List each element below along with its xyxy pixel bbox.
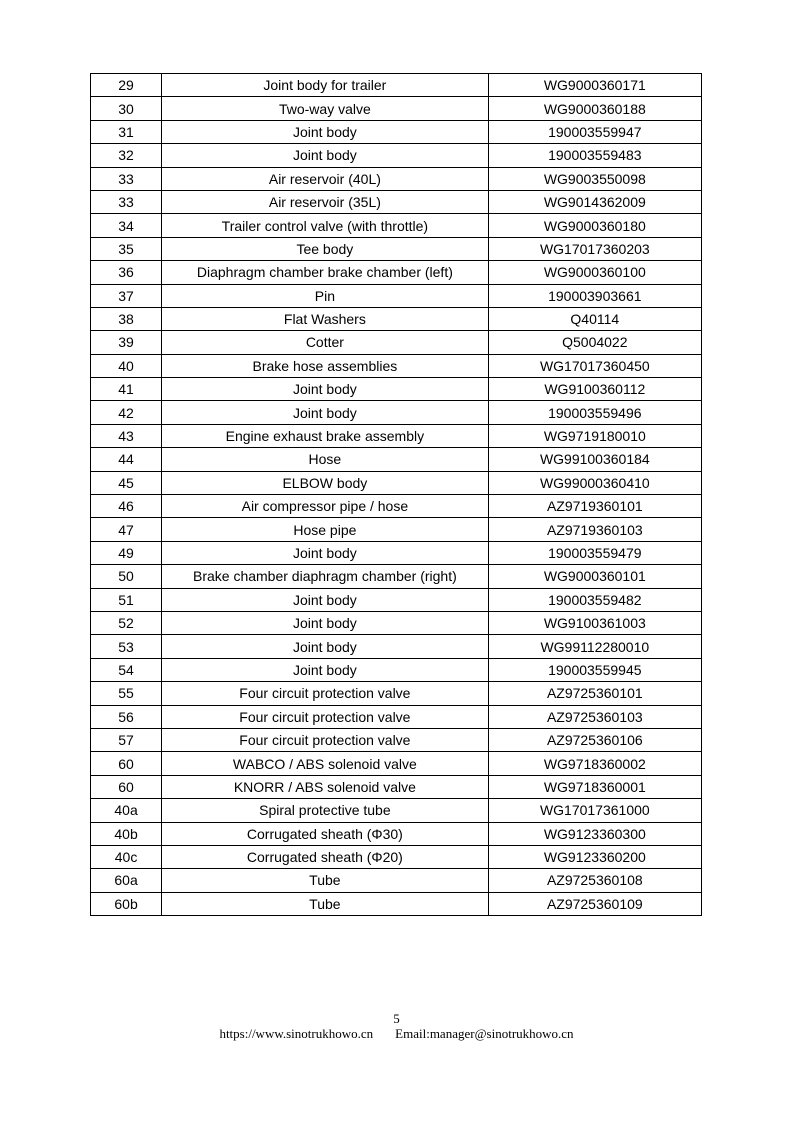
footer-email: Email:manager@sinotrukhowo.cn <box>395 1026 574 1041</box>
table-row <box>91 237 702 260</box>
table-row <box>91 565 702 588</box>
part-code-cell: Q40114 <box>488 307 701 330</box>
part-number-cell: 36 <box>91 261 162 284</box>
part-code-cell: WG9000360101 <box>488 565 701 588</box>
part-name-cell: Joint body <box>162 120 489 143</box>
part-name-cell: Tube <box>162 892 489 915</box>
part-number-cell: 40 <box>91 354 162 377</box>
part-number-cell: 53 <box>91 635 162 658</box>
table-row <box>91 799 702 822</box>
table-row <box>91 331 702 354</box>
part-number-cell: 42 <box>91 401 162 424</box>
part-code-cell: WG9123360300 <box>488 822 701 845</box>
parts-table-body <box>91 74 702 916</box>
part-number-cell: 46 <box>91 495 162 518</box>
table-row <box>91 635 702 658</box>
table-row <box>91 261 702 284</box>
part-code-cell: 190003559496 <box>488 401 701 424</box>
part-number-cell: 39 <box>91 331 162 354</box>
part-name-cell: Spiral protective tube <box>162 799 489 822</box>
table-row <box>91 752 702 775</box>
part-name-cell: Brake hose assemblies <box>162 354 489 377</box>
part-name-cell: Joint body <box>162 588 489 611</box>
part-code-cell: WG9014362009 <box>488 190 701 213</box>
table-row <box>91 541 702 564</box>
part-code-cell: WG99100360184 <box>488 448 701 471</box>
table-row <box>91 588 702 611</box>
part-number-cell: 38 <box>91 307 162 330</box>
table-row <box>91 892 702 915</box>
part-number-cell: 29 <box>91 74 162 97</box>
part-name-cell: Tube <box>162 869 489 892</box>
part-name-cell: Four circuit protection valve <box>162 705 489 728</box>
part-number-cell: 52 <box>91 611 162 634</box>
part-name-cell: Cotter <box>162 331 489 354</box>
part-name-cell: Trailer control valve (with throttle) <box>162 214 489 237</box>
part-number-cell: 35 <box>91 237 162 260</box>
part-name-cell: ELBOW body <box>162 471 489 494</box>
table-row <box>91 728 702 751</box>
part-number-cell: 43 <box>91 424 162 447</box>
table-row <box>91 448 702 471</box>
table-row <box>91 401 702 424</box>
part-number-cell: 30 <box>91 97 162 120</box>
part-name-cell: Corrugated sheath (Φ30) <box>162 822 489 845</box>
table-row <box>91 284 702 307</box>
part-code-cell: AZ9719360103 <box>488 518 701 541</box>
part-name-cell: Four circuit protection valve <box>162 682 489 705</box>
table-row <box>91 120 702 143</box>
part-code-cell: 190003559945 <box>488 658 701 681</box>
part-code-cell: WG9718360002 <box>488 752 701 775</box>
part-number-cell: 50 <box>91 565 162 588</box>
part-name-cell: Brake chamber diaphragm chamber (right) <box>162 565 489 588</box>
table-row <box>91 822 702 845</box>
part-code-cell: WG17017360203 <box>488 237 701 260</box>
part-name-cell: Joint body <box>162 611 489 634</box>
part-name-cell: Hose <box>162 448 489 471</box>
part-number-cell: 60 <box>91 775 162 798</box>
table-row <box>91 97 702 120</box>
part-code-cell: AZ9725360101 <box>488 682 701 705</box>
part-code-cell: 190003559479 <box>488 541 701 564</box>
part-name-cell: Air compressor pipe / hose <box>162 495 489 518</box>
part-number-cell: 34 <box>91 214 162 237</box>
part-number-cell: 40b <box>91 822 162 845</box>
part-code-cell: WG17017360450 <box>488 354 701 377</box>
part-name-cell: Air reservoir (40L) <box>162 167 489 190</box>
part-name-cell: Joint body <box>162 635 489 658</box>
table-row <box>91 775 702 798</box>
part-code-cell: WG9100361003 <box>488 611 701 634</box>
part-number-cell: 56 <box>91 705 162 728</box>
table-row <box>91 705 702 728</box>
part-number-cell: 40a <box>91 799 162 822</box>
part-number-cell: 60 <box>91 752 162 775</box>
part-code-cell: AZ9725360109 <box>488 892 701 915</box>
part-number-cell: 47 <box>91 518 162 541</box>
footer-website: https://www.sinotrukhowo.cn <box>219 1026 374 1041</box>
table-row <box>91 611 702 634</box>
part-name-cell: Two-way valve <box>162 97 489 120</box>
part-number-cell: 32 <box>91 144 162 167</box>
table-row <box>91 424 702 447</box>
part-number-cell: 51 <box>91 588 162 611</box>
table-row <box>91 495 702 518</box>
part-code-cell: WG99112280010 <box>488 635 701 658</box>
part-number-cell: 54 <box>91 658 162 681</box>
part-number-cell: 31 <box>91 120 162 143</box>
part-name-cell: Joint body <box>162 401 489 424</box>
part-code-cell: 190003559947 <box>488 120 701 143</box>
part-code-cell: 190003559482 <box>488 588 701 611</box>
table-row <box>91 518 702 541</box>
part-number-cell: 44 <box>91 448 162 471</box>
table-row <box>91 869 702 892</box>
table-row <box>91 658 702 681</box>
part-code-cell: Q5004022 <box>488 331 701 354</box>
part-code-cell: WG9003550098 <box>488 167 701 190</box>
part-number-cell: 33 <box>91 190 162 213</box>
table-row <box>91 354 702 377</box>
part-name-cell: Joint body <box>162 378 489 401</box>
part-name-cell: Corrugated sheath (Φ20) <box>162 845 489 868</box>
part-name-cell: Pin <box>162 284 489 307</box>
part-number-cell: 60b <box>91 892 162 915</box>
part-code-cell: WG9123360200 <box>488 845 701 868</box>
part-name-cell: Flat Washers <box>162 307 489 330</box>
part-code-cell: WG17017361000 <box>488 799 701 822</box>
part-name-cell: WABCO / ABS solenoid valve <box>162 752 489 775</box>
part-number-cell: 45 <box>91 471 162 494</box>
part-code-cell: WG9000360171 <box>488 74 701 97</box>
part-code-cell: WG9718360001 <box>488 775 701 798</box>
table-row <box>91 378 702 401</box>
page-number: 5 <box>393 1011 400 1026</box>
part-name-cell: Air reservoir (35L) <box>162 190 489 213</box>
part-name-cell: Joint body <box>162 658 489 681</box>
part-name-cell: Diaphragm chamber brake chamber (left) <box>162 261 489 284</box>
part-number-cell: 57 <box>91 728 162 751</box>
table-row <box>91 74 702 97</box>
part-code-cell: WG9000360188 <box>488 97 701 120</box>
part-code-cell: WG9000360100 <box>488 261 701 284</box>
part-name-cell: Joint body <box>162 144 489 167</box>
part-number-cell: 55 <box>91 682 162 705</box>
table-row <box>91 307 702 330</box>
part-name-cell: Joint body for trailer <box>162 74 489 97</box>
part-name-cell: Joint body <box>162 541 489 564</box>
table-row <box>91 167 702 190</box>
part-code-cell: AZ9725360103 <box>488 705 701 728</box>
part-code-cell: WG9719180010 <box>488 424 701 447</box>
part-name-cell: Hose pipe <box>162 518 489 541</box>
part-number-cell: 41 <box>91 378 162 401</box>
part-code-cell: WG9100360112 <box>488 378 701 401</box>
part-code-cell: AZ9725360106 <box>488 728 701 751</box>
part-code-cell: 190003903661 <box>488 284 701 307</box>
parts-table <box>90 73 702 916</box>
part-name-cell: Engine exhaust brake assembly <box>162 424 489 447</box>
table-row <box>91 471 702 494</box>
table-row <box>91 845 702 868</box>
part-name-cell: Four circuit protection valve <box>162 728 489 751</box>
part-number-cell: 40c <box>91 845 162 868</box>
part-name-cell: KNORR / ABS solenoid valve <box>162 775 489 798</box>
part-number-cell: 37 <box>91 284 162 307</box>
part-number-cell: 60a <box>91 869 162 892</box>
footer-contact <box>0 1026 793 1042</box>
part-number-cell: 49 <box>91 541 162 564</box>
part-code-cell: WG9000360180 <box>488 214 701 237</box>
part-name-cell: Tee body <box>162 237 489 260</box>
part-code-cell: AZ9719360101 <box>488 495 701 518</box>
part-code-cell: WG99000360410 <box>488 471 701 494</box>
part-code-cell: 190003559483 <box>488 144 701 167</box>
part-number-cell: 33 <box>91 167 162 190</box>
part-code-cell: AZ9725360108 <box>488 869 701 892</box>
table-row <box>91 190 702 213</box>
table-row <box>91 682 702 705</box>
table-row <box>91 144 702 167</box>
table-row <box>91 214 702 237</box>
